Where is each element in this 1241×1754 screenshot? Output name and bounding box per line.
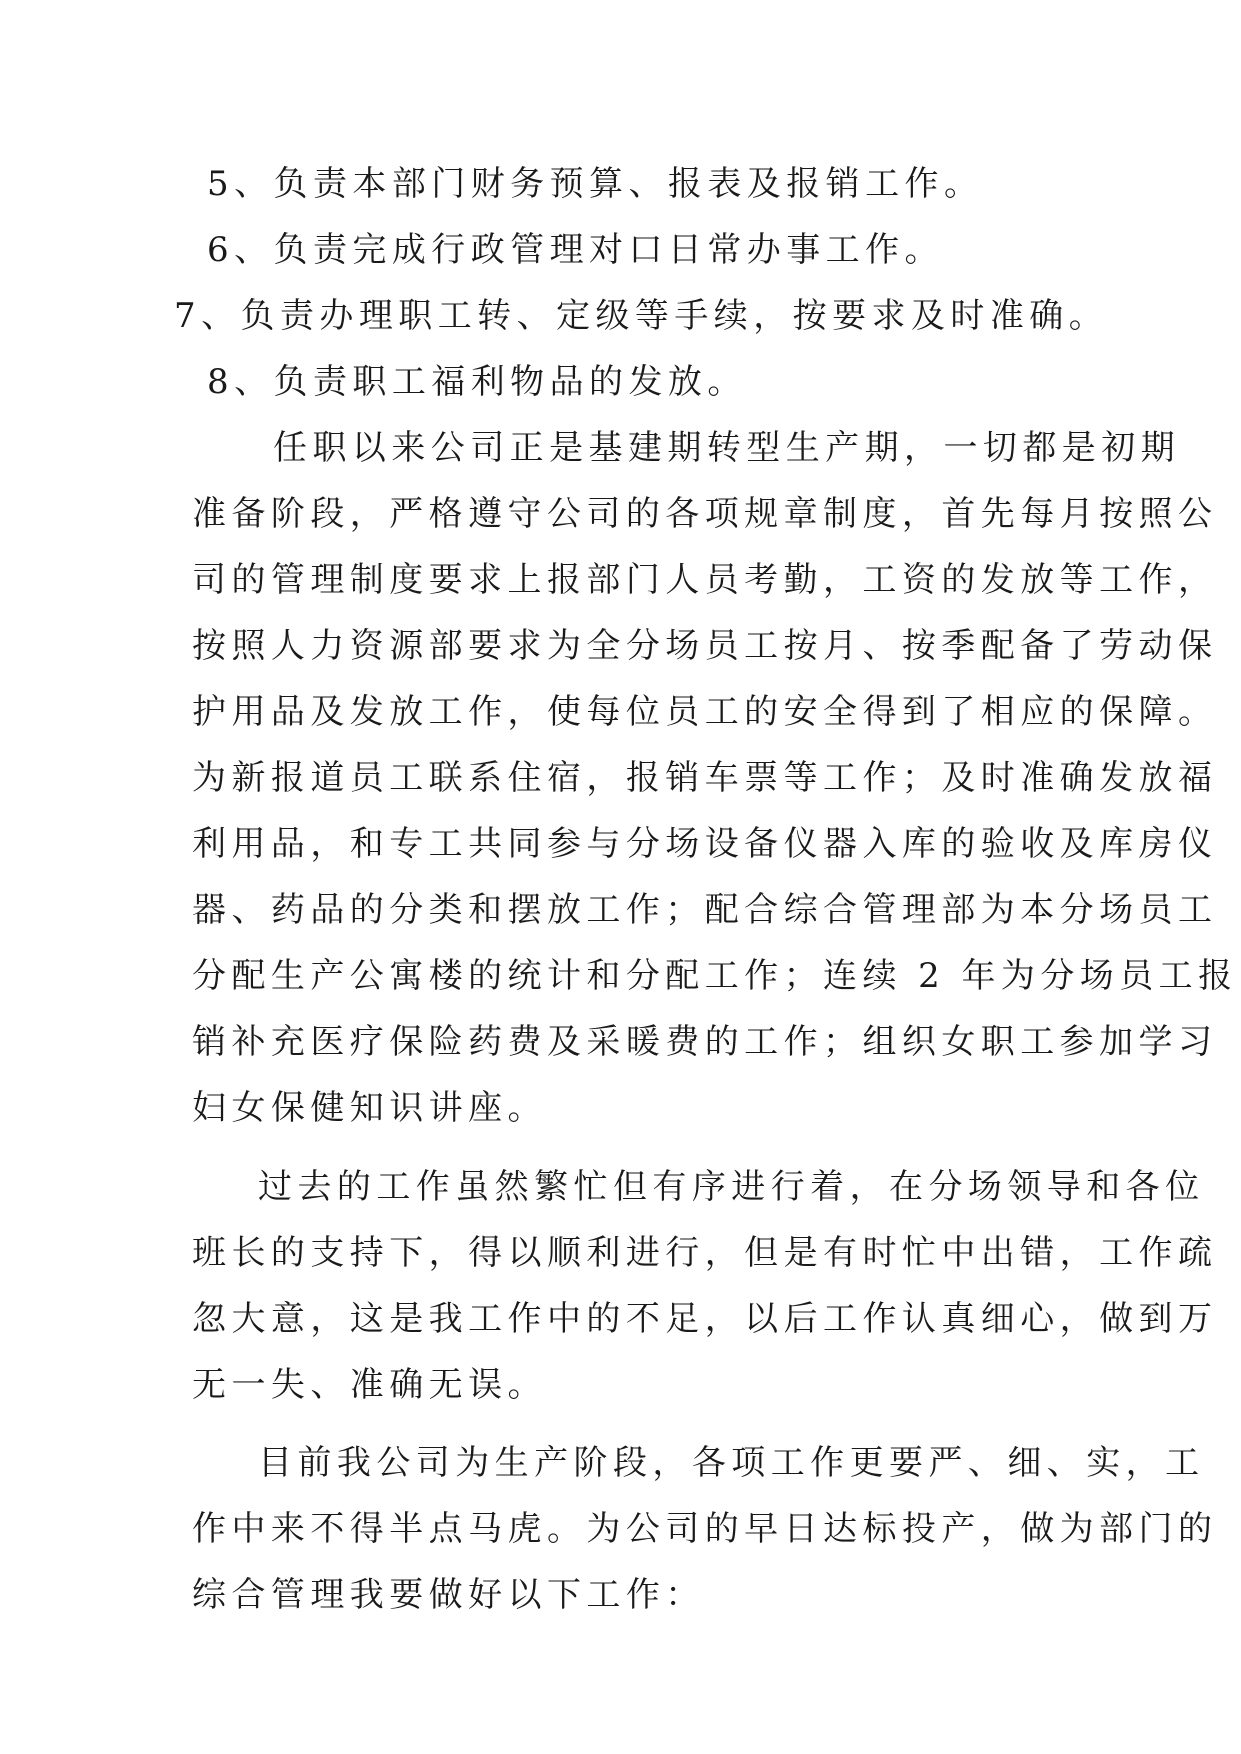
paragraph-line: 器、药品的分类和摆放工作；配合综合管理部为本分场员工: [192, 890, 1218, 930]
paragraph-line: 为新报道员工联系住宿，报销车票等工作；及时准确发放福: [192, 758, 1218, 798]
list-item-5: 5、负责本部门财务预算、报表及报销工作。: [207, 164, 984, 204]
paragraph-line: 按照人力资源部要求为全分场员工按月、按季配备了劳动保: [192, 626, 1218, 666]
paragraph-line: 准备阶段，严格遵守公司的各项规章制度，首先每月按照公: [192, 494, 1218, 534]
paragraph-line: 护用品及发放工作，使每位员工的安全得到了相应的保障。: [192, 692, 1218, 732]
paragraph-line: 利用品，和专工共同参与分场设备仪器入库的验收及库房仪: [192, 824, 1218, 864]
paragraph-line: 妇女保健知识讲座。: [192, 1088, 547, 1128]
paragraph-line: 忽大意，这是我工作中的不足，以后工作认真细心，做到万: [192, 1299, 1218, 1339]
paragraph-line: 分配生产公寓楼的统计和分配工作；连续 2 年为分场员工报: [192, 956, 1238, 996]
paragraph-line: 任职以来公司正是基建期转型生产期，一切都是初期: [273, 428, 1181, 468]
paragraph-line: 无一失、准确无误。: [192, 1365, 547, 1405]
list-item-8: 8、负责职工福利物品的发放。: [207, 362, 747, 402]
paragraph-line: 综合管理我要做好以下工作：: [192, 1575, 705, 1615]
paragraph-line: 销补充医疗保险药费及采暖费的工作；组织女职工参加学习: [192, 1022, 1218, 1062]
paragraph-line: 司的管理制度要求上报部门人员考勤，工资的发放等工作，: [192, 560, 1218, 600]
paragraph-line: 作中来不得半点马虎。为公司的早日达标投产，做为部门的: [192, 1509, 1218, 1549]
paragraph-line: 过去的工作虽然繁忙但有序进行着，在分场领导和各位: [258, 1167, 1205, 1207]
paragraph-line: 目前我公司为生产阶段，各项工作更要严、细、实，工: [258, 1443, 1205, 1483]
list-item-7: 7、负责办理职工转、定级等手续，按要求及时准确。: [174, 296, 1109, 336]
list-item-6: 6、负责完成行政管理对口日常办事工作。: [207, 230, 944, 270]
paragraph-line: 班长的支持下，得以顺利进行，但是有时忙中出错，工作疏: [192, 1233, 1218, 1273]
